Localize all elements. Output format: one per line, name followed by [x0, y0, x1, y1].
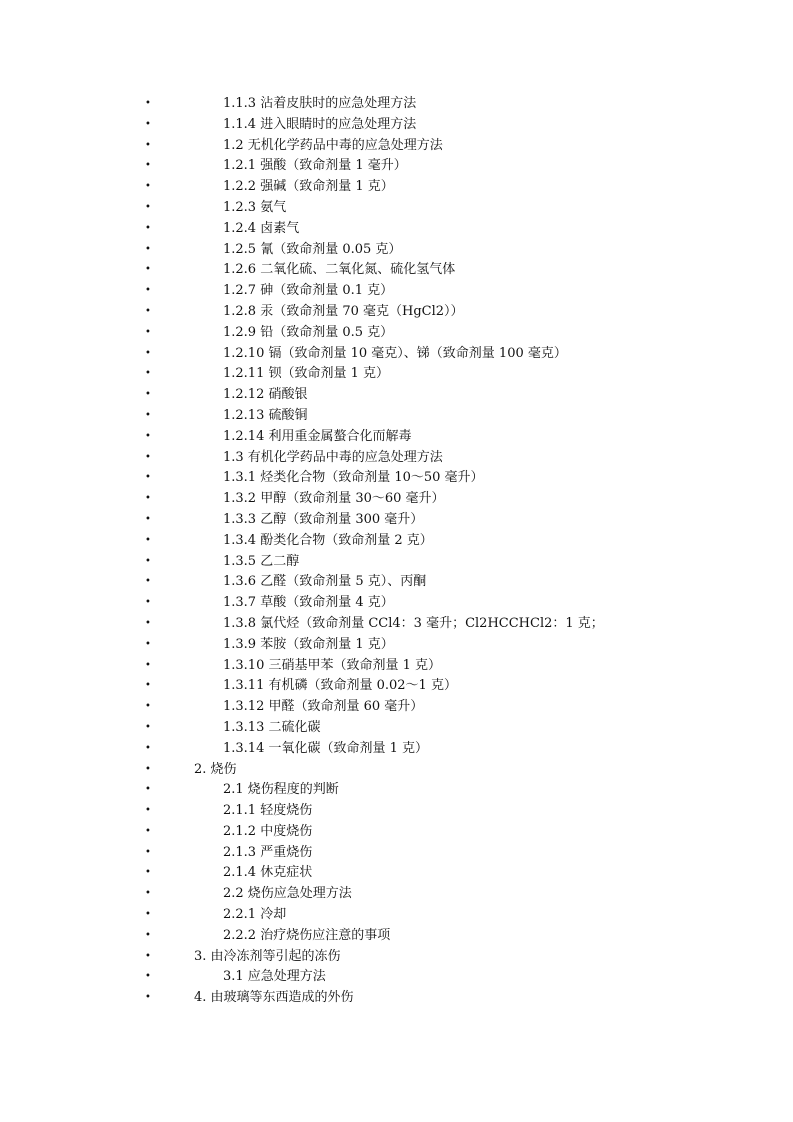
bullet-icon: • — [145, 617, 151, 629]
toc-item-label: 1.2.6 二氧化硫、二氧化氮、硫化氢气体 — [223, 262, 456, 278]
toc-item — [0, 760, 793, 781]
toc-item-label: 2.2 烧伤应急处理方法 — [223, 886, 352, 902]
toc-item — [0, 718, 793, 739]
toc-item-label: 1.3.14 一氧化碳（致命剂量 1 克） — [223, 740, 429, 756]
toc-item — [0, 593, 793, 614]
bullet-icon: • — [145, 825, 151, 837]
toc-item — [0, 884, 793, 905]
bullet-icon: • — [145, 243, 151, 255]
toc-item-label: 1.2.11 钡（致命剂量 1 克） — [223, 366, 390, 382]
toc-item-label: 1.2.9 铅（致命剂量 0.5 克） — [223, 324, 394, 340]
bullet-icon: • — [145, 201, 151, 213]
toc-item — [0, 156, 793, 177]
toc-item — [0, 676, 793, 697]
toc-item — [0, 385, 793, 406]
toc-item-label: 1.2.12 硝酸银 — [223, 387, 308, 403]
bullet-icon: • — [145, 409, 151, 421]
toc-item — [0, 988, 793, 1009]
toc-item — [0, 967, 793, 988]
bullet-icon: • — [145, 763, 151, 775]
toc-item — [0, 947, 793, 968]
bullet-icon: • — [145, 784, 151, 796]
toc-item — [0, 552, 793, 573]
bullet-icon: • — [145, 929, 151, 941]
toc-item-label: 1.2.8 汞（致命剂量 70 毫克（HgCl2）） — [223, 303, 464, 319]
toc-item-label: 1.3.9 苯胺（致命剂量 1 克） — [223, 636, 394, 652]
bullet-icon: • — [145, 742, 151, 754]
toc-item — [0, 344, 793, 365]
toc-item-label: 1.3.5 乙二醇 — [223, 553, 300, 569]
toc-item-label: 2. 烧伤 — [194, 761, 237, 777]
bullet-icon: • — [145, 368, 151, 380]
toc-item — [0, 302, 793, 323]
bullet-icon: • — [145, 638, 151, 650]
toc-item — [0, 489, 793, 510]
bullet-icon: • — [145, 701, 151, 713]
toc-item-label: 1.3.6 乙醛（致命剂量 5 克）、丙酮 — [223, 574, 427, 590]
toc-item — [0, 219, 793, 240]
bullet-icon: • — [145, 222, 151, 234]
bullet-icon: • — [145, 909, 151, 921]
toc-item-label: 1.2.14 利用重金属螯合化而解毒 — [223, 428, 412, 444]
toc-item-label: 3.1 应急处理方法 — [223, 969, 326, 985]
bullet-icon: • — [145, 805, 151, 817]
bullet-icon: • — [145, 160, 151, 172]
toc-item — [0, 198, 793, 219]
toc-item-label: 1.2 无机化学药品中毒的应急处理方法 — [223, 137, 443, 153]
toc-item — [0, 510, 793, 531]
toc-item — [0, 323, 793, 344]
toc-item-label: 2.2.1 冷却 — [223, 907, 287, 923]
bullet-icon: • — [145, 950, 151, 962]
toc-item — [0, 905, 793, 926]
toc-item — [0, 94, 793, 115]
toc-item-label: 2.1.3 严重烧伤 — [223, 844, 313, 860]
toc-item — [0, 406, 793, 427]
toc-item-label: 2.1 烧伤程度的判断 — [223, 782, 339, 798]
toc-item-label: 2.1.2 中度烧伤 — [223, 823, 313, 839]
toc-item-label: 1.2.7 砷（致命剂量 0.1 克） — [223, 283, 394, 299]
toc-item-label: 1.3.10 三硝基甲苯（致命剂量 1 克） — [223, 657, 442, 673]
toc-item-label: 1.3.12 甲醛（致命剂量 60 毫升） — [223, 699, 424, 715]
toc-item-label: 1.2.10 镉（致命剂量 10 毫克）、锑（致命剂量 100 毫克） — [223, 345, 567, 361]
bullet-icon: • — [145, 513, 151, 525]
toc-item-label: 1.2.4 卤素气 — [223, 220, 300, 236]
bullet-icon: • — [145, 472, 151, 484]
bullet-icon: • — [145, 721, 151, 733]
bullet-icon: • — [145, 576, 151, 588]
toc-item — [0, 427, 793, 448]
bullet-icon: • — [145, 555, 151, 567]
toc-item-label: 1.3.13 二硫化碳 — [223, 719, 321, 735]
toc-item-label: 2.1.4 休克症状 — [223, 865, 313, 881]
toc-item-label: 1.2.1 强酸（致命剂量 1 毫升） — [223, 158, 407, 174]
toc-item — [0, 468, 793, 489]
toc-item-label: 1.3.3 乙醇（致命剂量 300 毫升） — [223, 511, 424, 527]
toc-item — [0, 448, 793, 469]
toc-item — [0, 697, 793, 718]
toc-item — [0, 843, 793, 864]
toc-item-label: 1.3.8 氯代烃（致命剂量 CCl4：3 毫升；Cl2HCCHCl2：1 克； — [223, 615, 604, 631]
toc-item — [0, 572, 793, 593]
bullet-icon: • — [145, 264, 151, 276]
toc-item-label: 1.3.11 有机磷（致命剂量 0.02～1 克） — [223, 678, 457, 694]
bullet-icon: • — [145, 597, 151, 609]
toc-item-label: 2.2.2 治疗烧伤应注意的事项 — [223, 927, 391, 943]
bullet-icon: • — [145, 326, 151, 338]
toc-item — [0, 281, 793, 302]
toc-item — [0, 801, 793, 822]
toc-item — [0, 656, 793, 677]
toc-item — [0, 739, 793, 760]
toc-item-label: 4. 由玻璃等东西造成的外伤 — [194, 990, 354, 1006]
toc-item-label: 1.2.13 硫酸铜 — [223, 407, 308, 423]
bullet-icon: • — [145, 98, 151, 109]
toc-item-label: 1.1.4 进入眼睛时的应急处理方法 — [223, 116, 417, 132]
bullet-icon: • — [145, 888, 151, 900]
bullet-icon: • — [145, 992, 151, 1004]
toc-item — [0, 240, 793, 261]
bullet-icon: • — [145, 659, 151, 671]
toc-item-label: 1.3 有机化学药品中毒的应急处理方法 — [223, 449, 443, 465]
toc-item — [0, 531, 793, 552]
toc-item — [0, 260, 793, 281]
toc-item — [0, 115, 793, 136]
bullet-icon: • — [145, 534, 151, 546]
toc-item — [0, 780, 793, 801]
toc-item-label: 1.2.2 强碱（致命剂量 1 克） — [223, 179, 394, 195]
toc-item — [0, 177, 793, 198]
bullet-icon: • — [145, 118, 151, 130]
toc-item-label: 1.2.5 氰（致命剂量 0.05 克） — [223, 241, 402, 257]
bullet-icon: • — [145, 971, 151, 983]
toc-item — [0, 614, 793, 635]
bullet-icon: • — [145, 846, 151, 858]
toc-item — [0, 822, 793, 843]
bullet-icon: • — [145, 451, 151, 463]
toc-item — [0, 863, 793, 884]
toc-item-label: 1.3.4 酚类化合物（致命剂量 2 克） — [223, 532, 433, 548]
toc-item-label: 1.1.3 沾着皮肤时的应急处理方法 — [223, 96, 417, 111]
bullet-icon: • — [145, 493, 151, 505]
bullet-icon: • — [145, 389, 151, 401]
bullet-icon: • — [145, 347, 151, 359]
bullet-icon: • — [145, 285, 151, 297]
toc-item-label: 1.3.7 草酸（致命剂量 4 克） — [223, 595, 394, 611]
toc-item — [0, 926, 793, 947]
bullet-icon: • — [145, 181, 151, 193]
toc-item-label: 1.3.1 烃类化合物（致命剂量 10～50 毫升） — [223, 470, 484, 486]
toc-item-label: 3. 由冷冻剂等引起的冻伤 — [194, 948, 341, 964]
bullet-icon: • — [145, 867, 151, 879]
toc-item-label: 2.1.1 轻度烧伤 — [223, 803, 313, 819]
toc-item-label: 1.3.2 甲醇（致命剂量 30～60 毫升） — [223, 491, 445, 507]
toc-item-label: 1.2.3 氨气 — [223, 199, 287, 215]
toc-item — [0, 136, 793, 157]
bullet-icon: • — [145, 139, 151, 151]
toc-item — [0, 364, 793, 385]
bullet-icon: • — [145, 680, 151, 692]
bullet-icon: • — [145, 305, 151, 317]
toc-list — [0, 94, 793, 1009]
bullet-icon: • — [145, 430, 151, 442]
toc-item — [0, 635, 793, 656]
